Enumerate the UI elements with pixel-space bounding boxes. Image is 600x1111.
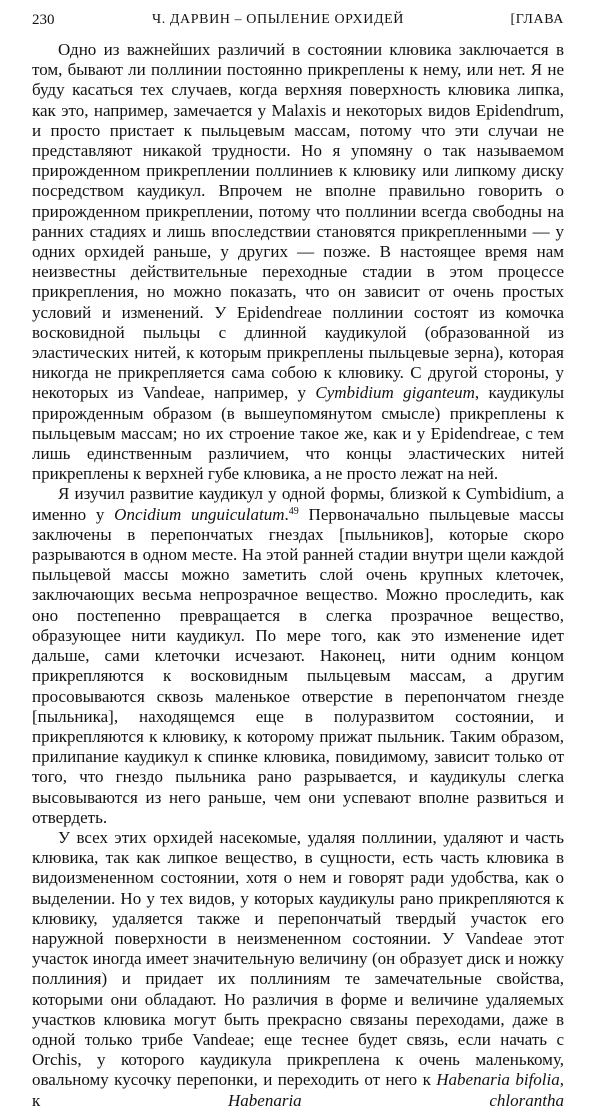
page-number: 230 (32, 12, 55, 28)
body-text (32, 40, 564, 1111)
italic-taxon: Oncidium unguiculatum (114, 504, 285, 524)
text-run: У всех этих орхидей насекомые, удаляя поллинии, удаляют и часть клювика, так как липкое вещество, в сущности, есть часть клювика в видоизмененном состоянии, хотя о нем и говорят ради удобства, как о выделении. Но у тех видов, у которых каудикулы рано прикрепляются к клювику, удаляется также и перепончатый твердый участок его наружной поверхности в неизмененном состоянии. У Vandeae этот участок иногда имеет значительную величину (он образует диск и ножку поллиния) и придает их поллиниям те замечательные свойства, которыми они обладают. Но различия в форме и величине удаляемых участков клювика могут быть прекрасно связаны переходами, даже в одной только трибе Vandeae; еще теснее будет связь, если начать с Orchis, у которого каудикула прикреплена к очень маленькому, овальному кусочку перепонки, и переходить от него к (32, 827, 564, 1090)
chapter-label: [ГЛАВА (510, 12, 564, 27)
text-run: .$^{49}$ (284, 504, 299, 524)
italic-taxon: Habenaria chlorantha (228, 1090, 564, 1110)
text-run: Первоначально пыльцевые массы заключены в перепончатых гнездах [пыльников], которые скоро разрываются в одном месте. На этой ранней стадии внутри щели каждой пыльцевой массы можно заметить слой очень крупных клеточек, заключающих весьма непрозрачное вещество. Можно проследить, как оно постепенно превращается в слегка прозрачное вещество, образующее нити каудикул. По мере того, как это изменение идет дальше, сами клеточки исчезают. Наконец, нити одним концом прикрепляются к восковидным пыльцевым массам, а другим просовываются сквозь маленькое отверстие в перепончатом гнезде [пыльника], находящемся еще в полуразвитом состоянии, и прикрепляются к клювику, к которому прижат пыльник. Таким образом, прилипание каудикул к спинке клювика, повидимому, зависит только от того, что гнездо пыльника рано разрывается, и каудикулы слегка высовываются из него раньше, чем они успевают вполне развиться и отвердеть. (32, 504, 564, 827)
text-run: Я изучил развитие каудикул у одной формы, близкой к Cymbidium, а именно у (32, 484, 564, 524)
text-run: , каудикулы прирожденным образом (в вышеупомянутом смысле) прикреплены к пыльцевым массам; но их строение такое же, как и у Epidendreae, с тем лишь единственным различием, что концы эластических нитей прикреплены к верхней губе клювика, а не просто лежат на ней. (32, 383, 564, 484)
paragraph (32, 484, 564, 827)
footnote-ref: 49 (288, 505, 299, 517)
page-header (32, 12, 564, 32)
paragraph (32, 828, 564, 1111)
running-title: Ч. ДАРВИН – ОПЫЛЕНИЕ ОРХИДЕЙ (152, 12, 404, 27)
italic-taxon: Habenaria bifolia (436, 1070, 560, 1090)
text-run: Одно из важнейших различий в состоянии клювика заключается в том, бывают ли поллинии постоянно прикреплены к нему, или нет. Я не буду касаться тех случаев, когда верхняя поверхность клювика липка, как это, например, замечается у Malaxis и некоторых видов Epidendrum, и просто пристает к пыльцевым массам, потому что эти случаи не представляют никакой трудности. Но я упомяну о так называемом прирожденном прикреплении поллиниев к клювику или липкому диску посредством каудикул. Впрочем не вполне правильно говорить о прирожденном прикреплении, потому что поллинии всегда свободны на ранних стадиях и лишь впоследствии становятся прикрепленными — у одних орхидей раньше, у других — позже. В настоящее время нам неизвестны действительные переходные стадии в этом процессе прикрепления, но можно показать, что он зависит от очень простых условий и изменений. У Epidendreae поллинии состоят из комочка восковидной пыльцы с длинной каудикулой (образованной из эластических нитей, к которым прикреплены пыльцевые зерна), которая никогда не прикрепляется сама собою к клювику. С другой стороны, у некоторых из Vandeae, например, у (32, 40, 564, 403)
paragraph (32, 40, 564, 484)
text-run: , к (32, 1070, 564, 1110)
italic-taxon: Cymbidium giganteum (315, 383, 475, 403)
